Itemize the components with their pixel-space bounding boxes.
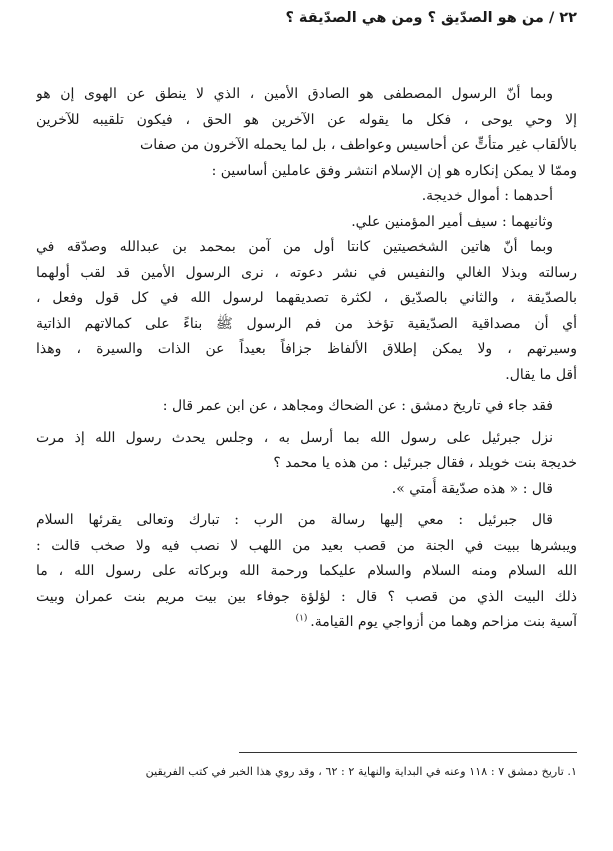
text-line: ذلك البيت الذي من قصب ؟ قال : لؤلؤة جوفاء بين بيت مريم بنت عمران وبيت <box>36 588 577 605</box>
text-line: وبما أنّ الرسول المصطفى هو الصادق الأمين ، الذي لا ينطق عن الهوى إن هو <box>36 86 553 102</box>
paragraph <box>36 477 577 503</box>
text-line: أي أن مصداقية الصدّيقية تؤخذ من فم الرسول ﷺ بناءً على كمالاتهم الذاتية <box>36 315 577 332</box>
text-line: بالصدّيقة ، والثاني بالصدّيق ، لكثرة تصديقهما لرسول الله في كل قول وفعل ، <box>36 290 577 306</box>
paragraph <box>36 82 577 159</box>
footnote-marker[interactable]: (١) <box>295 613 311 624</box>
paragraph <box>36 426 577 477</box>
text-line: بالألقاب غير متأتٍّ عن أحاسيس وعواطف ، بل لما يحمله الآخرون من صفات <box>140 137 577 153</box>
text-line: الله السلام ومنه السلام والسلام عليكما ورحمة الله وبركاته على رسول الله ، ما <box>36 563 577 579</box>
paragraph <box>36 159 577 185</box>
text-line: أقل ما يقال. <box>505 366 577 383</box>
text-line: وسيرتهم ، ولا يمكن إطلاق الألفاظ جزافاً بعيداً عن الذات والسيرة ، وهذا <box>36 341 577 357</box>
text-line: آسية بنت مزاحم وهما من أزواجي يوم القيامة. $^{(١)}$ <box>295 613 577 630</box>
footnote-divider <box>239 752 577 753</box>
text-line: خديجة بنت خويلد ، فقال جبرئيل : من هذه يا محمد ؟ <box>273 455 577 471</box>
paragraph <box>36 508 577 636</box>
footnote <box>30 764 577 780</box>
paragraph <box>36 184 577 210</box>
footnote-text: ١. تاريخ دمشق ٧ : ١١٨ وعنه في البداية والنهاية ٢ : ٦٢ ، وقد روي هذا الخبر في كتب الفريقين <box>145 765 577 778</box>
text-line: قال : « هذه صدّيقة أُمتي ». <box>391 480 553 497</box>
text-line: إلا وحي يوحى ، فكل ما يقوله عن الآخرين هو الحق ، فيكون تلقيبه للآخرين <box>36 111 577 128</box>
text-line: وبما أنّ هاتين الشخصيتين كانتا أول من آمن بمحمد بن عبدالله وصدّقه في <box>36 239 553 255</box>
text-line: أحدهما : أموال خديجة. <box>421 188 553 204</box>
text-line: رسالته وبذلا الغالي والنفيس في نشر دعوته ، نرى الرسول الأمين قد لقب أولهما <box>36 264 577 281</box>
text-line: قال جبرئيل : معي إليها رسالة من الرب : تبارك وتعالى يقرئها السلام <box>36 512 553 528</box>
paragraph <box>36 235 577 388</box>
paragraph <box>36 394 577 420</box>
text-line: وممّا لا يمكن إنكاره هو إن الإسلام انتشر وفق عاملين أساسين : <box>211 162 577 179</box>
body-text <box>36 82 577 636</box>
page-header <box>36 8 577 28</box>
text-line: نزل جبرئيل على رسول الله بما أرسل به ، وجلس يحدث رسول الله إذ مرت <box>36 429 553 446</box>
page-title: ٢٢ / من هو الصدّيق ؟ ومن هي الصدّيقة ؟ <box>285 10 577 26</box>
text-line: وثانيهما : سيف أمير المؤمنين علي. <box>351 213 553 230</box>
paragraph <box>36 210 577 236</box>
text-line: ويبشرها ببيت في الجنة من قصب بعيد من اللهب لا نصب فيه ولا صخب قالت : <box>36 537 577 554</box>
text-line: فقد جاء في تاريخ دمشق : عن الضحاك ومجاهد ، عن ابن عمر قال : <box>162 398 553 414</box>
